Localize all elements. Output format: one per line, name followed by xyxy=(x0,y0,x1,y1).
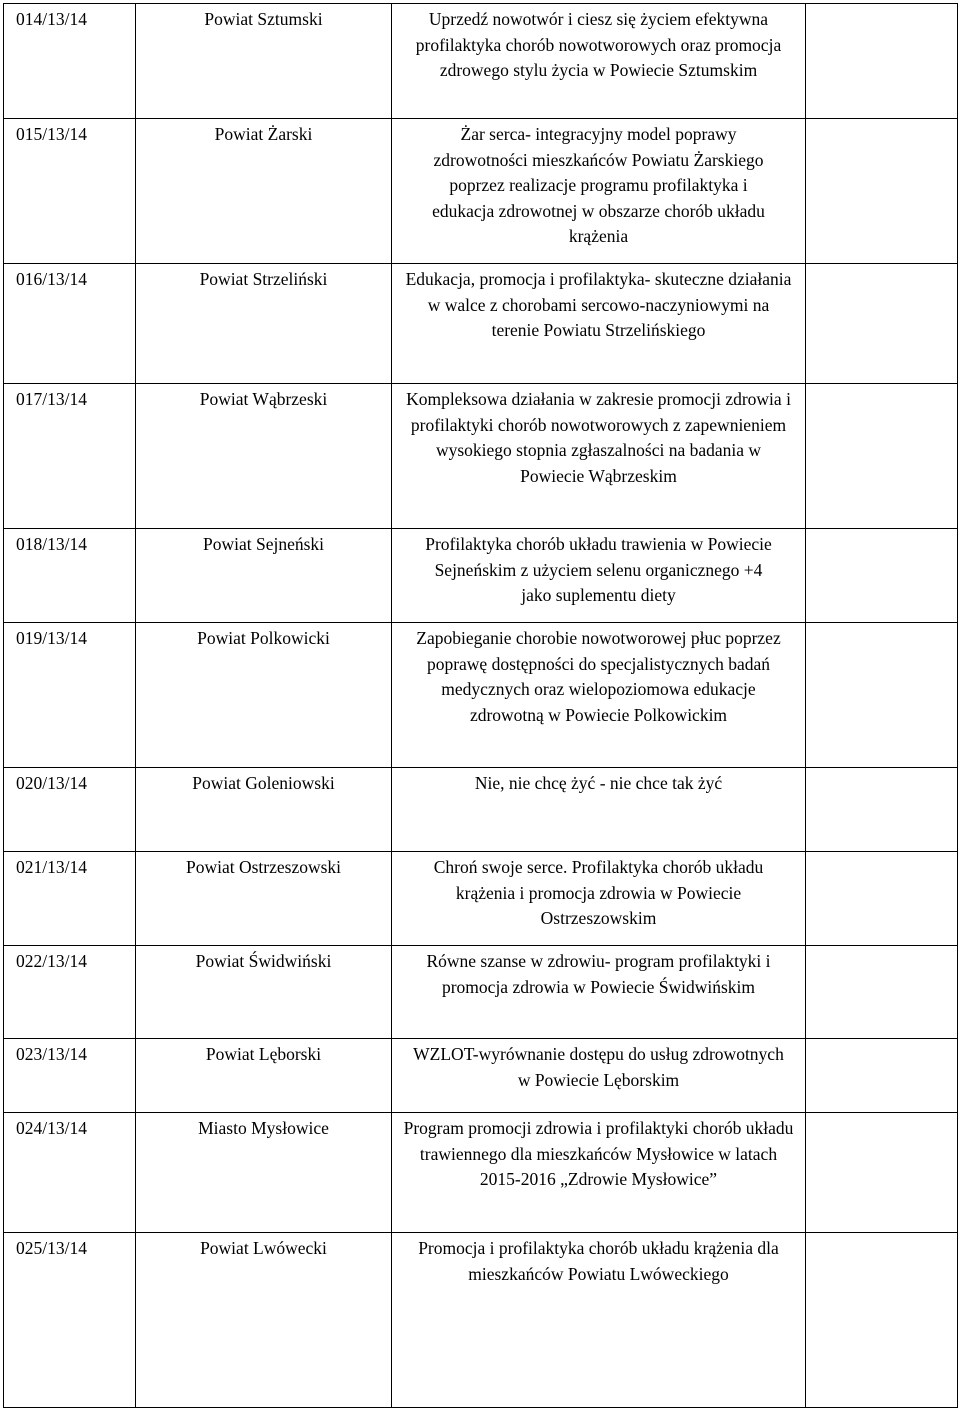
project-title xyxy=(392,529,806,623)
table-row xyxy=(4,1113,958,1233)
applicant-name: Powiat Wąbrzeski xyxy=(136,384,392,529)
project-number: 016/13/14 xyxy=(4,264,136,384)
table-row xyxy=(4,384,958,529)
projects-table xyxy=(3,3,958,1408)
empty-cell xyxy=(806,119,958,264)
project-number: 023/13/14 xyxy=(4,1039,136,1113)
project-title-text: Uprzedź nowotwór i ciesz się życiem efektywna profilaktyka chorób nowotworowych oraz promocja zdrowego stylu życia w Powiecie Sztumskim xyxy=(415,9,782,80)
applicant-name: Powiat Lwówecki xyxy=(136,1233,392,1408)
project-title-text: Chroń swoje serce. Profilaktyka chorób układu krążenia i promocja zdrowia w Powiecie Ostrzeszowskim xyxy=(433,857,764,928)
project-title-text: Promocja i profilaktyka chorób układu krążenia dla mieszkańców Powiatu Lwóweckiego xyxy=(418,1238,779,1284)
project-title-text: Program promocji zdrowia i profilaktyki chorób układu trawiennego dla mieszkańców Mysłowice w latach 2015-2016 „Zdrowie Mysłowice” xyxy=(403,1118,794,1189)
table-row xyxy=(4,119,958,264)
project-number: 024/13/14 xyxy=(4,1113,136,1233)
table-row xyxy=(4,623,958,768)
applicant-name: Powiat Goleniowski xyxy=(136,768,392,852)
applicant-name: Powiat Lęborski xyxy=(136,1039,392,1113)
project-number: 020/13/14 xyxy=(4,768,136,852)
empty-cell xyxy=(806,1233,958,1408)
project-number: 025/13/14 xyxy=(4,1233,136,1408)
project-title-text: Równe szanse w zdrowiu- program profilaktyki i promocja zdrowia w Powiecie Świdwińskim xyxy=(426,951,771,997)
project-number: 022/13/14 xyxy=(4,946,136,1039)
empty-cell xyxy=(806,1113,958,1233)
empty-cell xyxy=(806,264,958,384)
empty-cell xyxy=(806,384,958,529)
project-title xyxy=(392,119,806,264)
project-number: 019/13/14 xyxy=(4,623,136,768)
applicant-name: Powiat Żarski xyxy=(136,119,392,264)
table-row xyxy=(4,852,958,946)
project-number: 014/13/14 xyxy=(4,4,136,119)
applicant-name: Powiat Świdwiński xyxy=(136,946,392,1039)
applicant-name: Powiat Polkowicki xyxy=(136,623,392,768)
applicant-name: Powiat Strzeliński xyxy=(136,264,392,384)
empty-cell xyxy=(806,623,958,768)
project-title-text: Żar serca- integracyjny model poprawy zdrowotności mieszkańców Powiatu Żarskiego poprzez realizacje programu profilaktyka i edukacja zdrowotnej w obszarze chorób układu krążenia xyxy=(432,124,765,246)
project-title xyxy=(392,384,806,529)
applicant-name: Powiat Ostrzeszowski xyxy=(136,852,392,946)
table-row xyxy=(4,4,958,119)
table-row xyxy=(4,1233,958,1408)
project-title-text: WZLOT-wyrównanie dostępu do usług zdrowotnych w Powiecie Lęborskim xyxy=(413,1044,784,1090)
table-row xyxy=(4,529,958,623)
empty-cell xyxy=(806,852,958,946)
project-title-text: Zapobieganie chorobie nowotworowej płuc poprzez poprawę dostępności do specjalistycznych badań medycznych oraz wielopoziomowa edukacje zdrowotną w Powiecie Polkowickim xyxy=(416,628,781,725)
project-number: 017/13/14 xyxy=(4,384,136,529)
empty-cell xyxy=(806,529,958,623)
empty-cell xyxy=(806,1039,958,1113)
empty-cell xyxy=(806,4,958,119)
project-title xyxy=(392,1039,806,1113)
project-title-text: Profilaktyka chorób układu trawienia w Powiecie Sejneńskim z użyciem selenu organicznego +4 jako suplementu diety xyxy=(425,534,772,605)
project-title-text: Nie, nie chcę żyć - nie chce tak żyć xyxy=(474,773,723,793)
table-row xyxy=(4,1039,958,1113)
applicant-name: Miasto Mysłowice xyxy=(136,1113,392,1233)
project-title xyxy=(392,1233,806,1408)
project-title xyxy=(392,264,806,384)
project-title xyxy=(392,768,806,852)
empty-cell xyxy=(806,768,958,852)
project-title xyxy=(392,623,806,768)
table-row xyxy=(4,946,958,1039)
project-title xyxy=(392,4,806,119)
project-title-text: Kompleksowa działania w zakresie promocji zdrowia i profilaktyki chorób nowotworowych z zapewnieniem wysokiego stopnia zgłaszalności na badania w Powiecie Wąbrzeskim xyxy=(406,389,791,486)
project-title-text: Edukacja, promocja i profilaktyka- skuteczne działania w walce z chorobami sercowo-naczyniowymi na terenie Powiatu Strzelińskiego xyxy=(405,269,792,340)
project-number: 015/13/14 xyxy=(4,119,136,264)
project-title xyxy=(392,852,806,946)
project-number: 021/13/14 xyxy=(4,852,136,946)
table-row xyxy=(4,768,958,852)
empty-cell xyxy=(806,946,958,1039)
applicant-name: Powiat Sztumski xyxy=(136,4,392,119)
table-row xyxy=(4,264,958,384)
project-title xyxy=(392,946,806,1039)
project-number: 018/13/14 xyxy=(4,529,136,623)
applicant-name: Powiat Sejneński xyxy=(136,529,392,623)
project-title xyxy=(392,1113,806,1233)
